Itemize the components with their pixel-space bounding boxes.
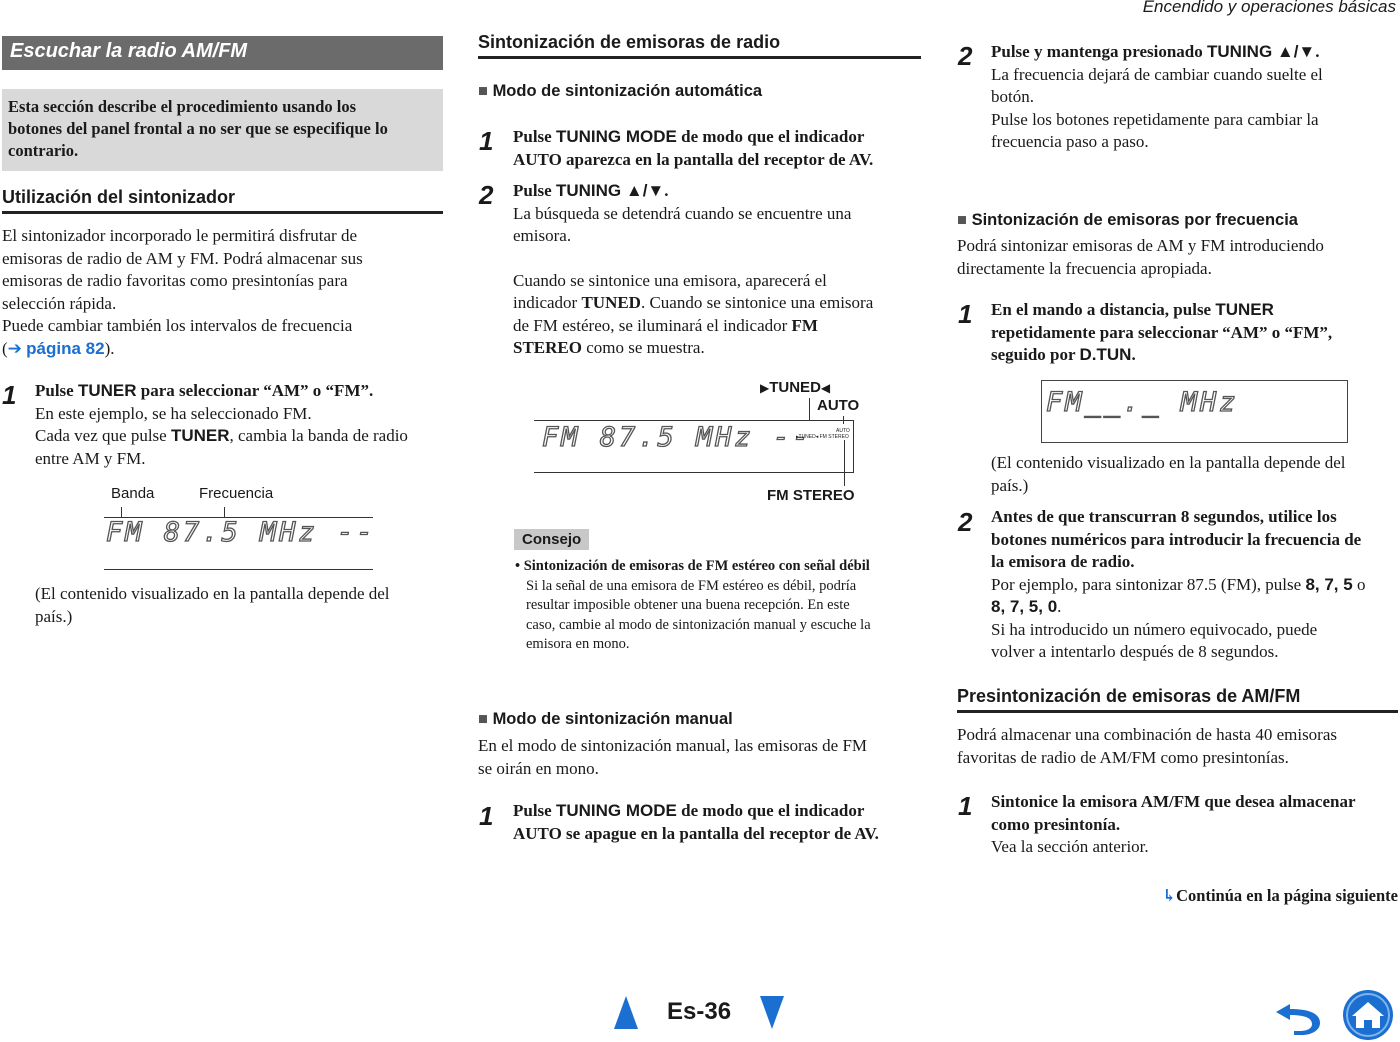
text: de modo que el indicador [676, 801, 865, 820]
text-line: favoritas de radio de AM/FM como presintonías. [957, 747, 1289, 767]
step-title: botones numéricos para introducir la frecuencia de [991, 529, 1362, 549]
subheading-auto [478, 82, 762, 101]
tip-content [515, 557, 925, 655]
step-title: repetidamente para seleccionar “AM” o “FM”, [991, 322, 1333, 342]
text-line: frecuencia paso a paso. [991, 132, 1149, 151]
step-title: Sintonice la emisora AM/FM que desea almacenar [991, 792, 1356, 811]
text-line: caso, cambie al modo de sintonización manual y escuche la [526, 616, 871, 633]
text: Pulse [513, 127, 556, 146]
text-line: se oirán en mono. [478, 758, 599, 778]
step-title [991, 344, 1399, 367]
step-title [991, 41, 1399, 64]
step-title: AUTO aparezca en la pantalla del receptor de AV. [513, 149, 874, 169]
text: . [664, 181, 669, 200]
text-line: Podrá sintonizar emisoras de AM y FM introduciendo [957, 236, 1324, 255]
step-title [35, 380, 445, 403]
auto-step-2 [513, 180, 923, 360]
manual-step-1 [513, 800, 923, 845]
continue-arrow-icon: ↳ [1162, 886, 1177, 905]
freq-step-1 [991, 299, 1399, 367]
text-line: Vea la sección anterior. [991, 837, 1149, 856]
step-number: 1 [479, 126, 494, 156]
text-line: El sintonizador incorporado le permitirá disfrutar de [2, 226, 357, 245]
indicator-name: STEREO [513, 338, 582, 357]
text-line: En este ejemplo, se ha seleccionado FM. [35, 403, 312, 423]
key-label: TUNER [1215, 300, 1274, 319]
step-number: 1 [958, 791, 973, 821]
step-number: 1 [479, 801, 494, 831]
label-fm-stereo: FM STEREO [767, 487, 855, 504]
key-label: D.TUN [1079, 345, 1132, 364]
prev-page-icon[interactable] [614, 996, 638, 1029]
text: . [1057, 597, 1062, 616]
back-icon[interactable] [1272, 996, 1324, 1036]
tip-title [515, 557, 925, 577]
heading-sintonizador: Utilización del sintonizador [2, 187, 443, 214]
tip-badge: Consejo [514, 529, 589, 550]
step-title: como presintonía. [991, 814, 1121, 834]
preset-paragraph [957, 724, 1398, 769]
indicator-name: FM [791, 315, 818, 335]
text: Pulse y mantenga presionado [991, 42, 1207, 61]
text: como se muestra. [581, 338, 705, 357]
auto-step-1 [513, 126, 923, 171]
bullet: • [515, 558, 521, 574]
paren: ). [104, 338, 115, 358]
lcd-box [1041, 380, 1348, 443]
text: para seleccionar “AM” o “FM”. [136, 381, 374, 400]
text-line: (El contenido visualizado en la pantalla depende del [35, 584, 390, 603]
text-line: país.) [991, 475, 1029, 495]
text: seguido por [991, 345, 1080, 364]
text-line [991, 574, 1399, 597]
continue-link[interactable] [1162, 886, 1398, 906]
display-note [991, 452, 1399, 497]
text-line: emisora en mono. [526, 636, 630, 652]
square-bullet-icon: ■ [957, 211, 967, 229]
step-title: Antes de que transcurran 8 segundos, utilice los [991, 507, 1337, 526]
step-title [513, 800, 923, 823]
text: En el mando a distancia, pulse [991, 300, 1216, 319]
text-line: Pulse los botones repetidamente para cambiar la [991, 109, 1319, 129]
text: Cada vez que pulse [35, 426, 171, 445]
intro-line: botones del panel frontal a no ser que se especifique lo [8, 119, 388, 138]
intro-line: Esta sección describe el procedimiento usando los [8, 97, 357, 116]
lcd-bottom-line [534, 472, 854, 473]
key-label: 8, 7, 5, 0 [991, 597, 1058, 616]
key-label: TUNING ▲/▼ [1207, 42, 1316, 61]
running-header: Encendido y operaciones básicas [1142, 0, 1396, 16]
display-note [35, 583, 445, 628]
text-line: emisoras de radio de AM y FM. Podrá almacenar sus [2, 248, 363, 268]
lcd-top-line [534, 420, 854, 421]
subheading-text: Modo de sintonización manual [492, 710, 733, 728]
step-number: 2 [958, 41, 973, 71]
text-line: Si la señal de una emisora de FM estéreo es débil, podría [526, 577, 857, 594]
text-line: En el modo de sintonización manual, las emisoras de FM [478, 736, 868, 755]
text-line: La frecuencia dejará de cambiar cuando suelte el [991, 64, 1323, 84]
subheading-text: Sintonización de emisoras por frecuencia [971, 211, 1298, 229]
intro-box [2, 89, 443, 171]
lcd-display: FM 87.5 MHz -- [106, 517, 376, 548]
spacer [513, 248, 923, 270]
text-line [2, 338, 443, 361]
text: de FM estéreo, se iluminará el indicador [513, 315, 792, 335]
text-line [991, 596, 1399, 619]
manual-paragraph [478, 735, 921, 780]
step-title: AUTO se apague en la pantalla del receptor de AV. [513, 823, 879, 843]
text-line: volver a intentarlo después de 8 segundos. [991, 642, 1279, 661]
text: de modo que el indicador [676, 127, 865, 146]
label-frequency: Frecuencia [199, 485, 274, 502]
text: Pulse [35, 381, 78, 400]
step-number: 1 [2, 380, 17, 410]
text-line [513, 315, 923, 338]
text: Pulse [513, 181, 556, 200]
text-line: Cuando se sintonice una emisora, aparecerá el [513, 270, 827, 290]
text-line: Si ha introducido un número equivocado, puede [991, 619, 1318, 639]
step-title [513, 180, 923, 203]
next-page-icon[interactable] [760, 996, 784, 1029]
step-title [991, 299, 1399, 322]
step-1 [35, 380, 445, 470]
label-band: Banda [111, 485, 155, 502]
text-line: botón. [991, 87, 1034, 106]
label-tuned: ▶TUNED◀ [760, 379, 831, 396]
key-label: TUNER [77, 381, 137, 400]
key-label: TUNING MODE [555, 801, 677, 820]
text-line [513, 337, 923, 360]
label-auto: AUTO [817, 397, 860, 414]
intro-line: contrario. [8, 141, 79, 160]
text: indicador [513, 293, 582, 312]
step-title: la emisora de radio. [991, 552, 1135, 571]
text-line: emisoras de radio favoritas como presintonías para [2, 271, 348, 290]
text-line: país.) [35, 606, 73, 626]
square-bullet-icon: ■ [478, 82, 488, 100]
tip-title-text: Sintonización de emisoras de FM estéreo con señal débil [523, 558, 870, 574]
lcd-mini-indicators: ▸TUNED◂ FM STEREO [796, 434, 849, 440]
subheading-manual [478, 710, 733, 729]
page-number: Es-36 [667, 998, 732, 1025]
text: . [1315, 42, 1320, 61]
text-line: directamente la frecuencia apropiada. [957, 258, 1212, 278]
home-icon[interactable] [1338, 989, 1398, 1041]
preset-step-1 [991, 791, 1399, 859]
lcd-right-line [853, 420, 854, 473]
text: . Cuando se sintonice una emisora [640, 293, 874, 312]
square-bullet-icon: ■ [478, 710, 488, 728]
text-line: (El contenido visualizado en la pantalla depende del [991, 453, 1346, 472]
subheading-frequency [957, 211, 1298, 230]
text-line: Puede cambiar también los intervalos de frecuencia [2, 316, 353, 335]
lcd-display: FM 87.5 MHz -- [542, 422, 812, 453]
intro-paragraph [2, 225, 443, 360]
heading-sintonizacion: Sintonización de emisoras de radio [478, 32, 921, 59]
frequency-paragraph [957, 235, 1398, 280]
key-label: TUNING ▲/▼ [555, 181, 665, 200]
text: Por ejemplo, para sintonizar 87.5 (FM), pulse [991, 574, 1306, 594]
lcd-mini-auto: AUTO [836, 428, 850, 434]
fmstereo-pointer [844, 440, 845, 486]
text: , cambia la banda de radio [229, 426, 408, 445]
text-line [35, 425, 445, 448]
step-number: 2 [479, 180, 494, 210]
step-number: 2 [958, 507, 973, 537]
text-line: entre AM y FM. [35, 448, 146, 468]
text-line: Podrá almacenar una combinación de hasta 40 emisoras [957, 725, 1338, 744]
tuned-text: TUNED [769, 379, 821, 396]
key-label: TUNER [170, 426, 230, 445]
arrow-icon: ➔ [7, 338, 22, 358]
lcd-bottom-line [104, 569, 373, 570]
heading-presintonizacion: Presintonización de emisoras de AM/FM [957, 686, 1398, 713]
indicator-name: TUNED [581, 293, 641, 312]
text-line: La búsqueda se detendrá cuando se encuentre una [513, 203, 852, 223]
step-title [513, 126, 923, 149]
freq-step-2 [991, 506, 1399, 664]
key-label: 8, 7, 5 [1305, 574, 1353, 594]
text-line: emisora. [513, 226, 572, 245]
continue-text: Continúa en la página siguiente [1176, 886, 1398, 905]
text-line: resultar imposible obtener una buena recepción. En este [526, 597, 850, 613]
manual-step-2 [991, 41, 1399, 154]
text-line [513, 292, 923, 315]
text-line: selección rápida. [2, 293, 117, 313]
text: o [1352, 574, 1366, 594]
step-number: 1 [958, 299, 973, 329]
lcd-display: FM__._ MHz [1046, 387, 1239, 418]
text: Pulse [513, 801, 556, 820]
section-title: Escuchar la radio AM/FM [2, 36, 443, 70]
paren: ( [2, 338, 8, 358]
key-label: TUNING MODE [555, 127, 677, 146]
subheading-text: Modo de sintonización automática [492, 82, 763, 100]
page-link[interactable]: página 82 [26, 338, 105, 358]
text: . [1131, 345, 1136, 364]
tuned-pointer [809, 398, 810, 420]
